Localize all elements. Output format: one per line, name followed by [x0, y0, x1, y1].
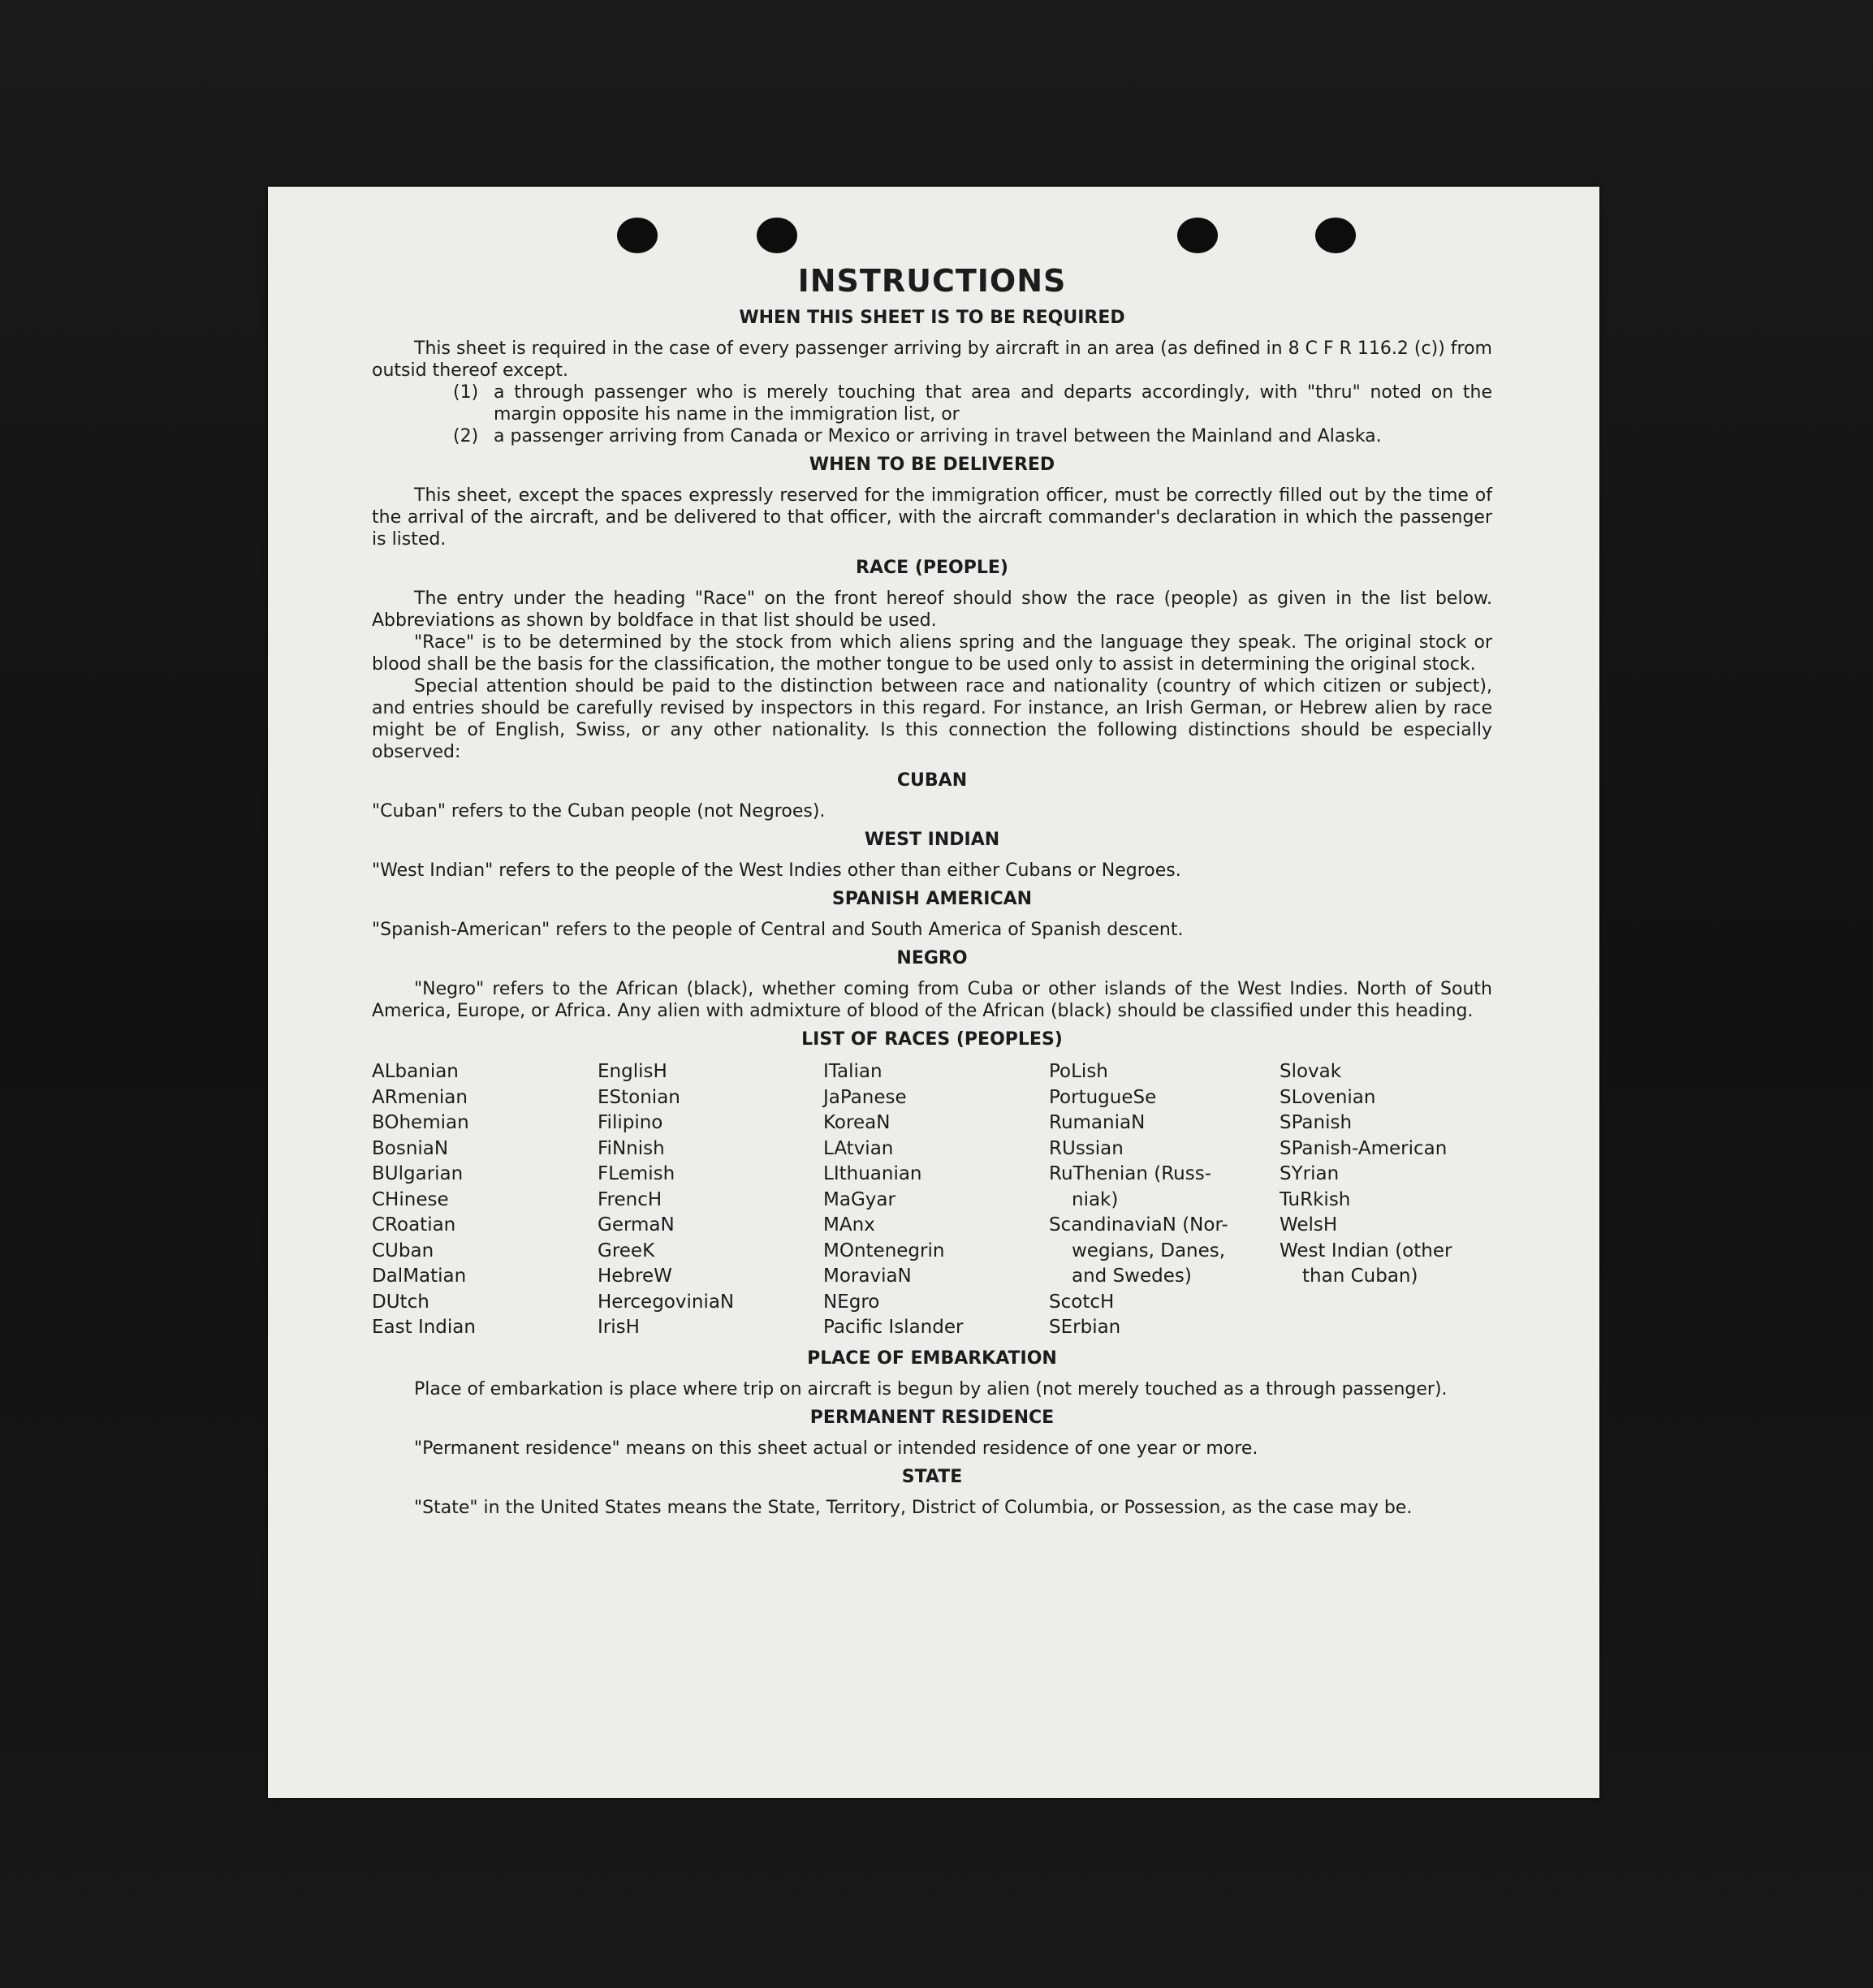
heading-when-required: WHEN THIS SHEET IS TO BE REQUIRED — [739, 308, 1125, 328]
race-entry: FrencH — [598, 1188, 662, 1210]
race-entry: LAtvian — [823, 1137, 894, 1159]
race-entry: RUssian — [1049, 1137, 1124, 1159]
exception-item — [453, 425, 1492, 447]
race-entry: MAnx — [823, 1214, 875, 1235]
race-entry: BosniaN — [372, 1137, 449, 1159]
race-entry: HebreW — [598, 1266, 672, 1287]
race-column — [823, 1059, 1049, 1341]
race-entry: RumaniaN — [1049, 1112, 1146, 1133]
race-entry: CRoatian — [372, 1214, 456, 1235]
race-entry: DUtch — [372, 1291, 429, 1313]
race-entry: BUlgarian — [372, 1163, 464, 1184]
race-entry: GreeK — [598, 1240, 655, 1261]
race-entry: SPanish — [1280, 1112, 1353, 1133]
race-entry: ScotcH — [1049, 1291, 1115, 1313]
punch-hole — [1177, 218, 1218, 253]
race-entry: West Indian (other — [1280, 1240, 1452, 1261]
race-entry: FLemish — [598, 1163, 675, 1184]
race-entry: SLovenian — [1280, 1086, 1376, 1108]
spanish-american-text: "Spanish-American" refers to the people of Central and South America of Spanish descent. — [372, 920, 1184, 940]
exception-item — [453, 382, 1492, 425]
punch-hole — [617, 218, 658, 253]
race-entry: DalMatian — [372, 1266, 467, 1287]
race-entry: ITalian — [823, 1061, 883, 1082]
negro-text: "Negro" refers to the African (black), whether coming from Cuba or other islands of the West Indies. North of South America, Europe, or Africa. Any alien with admixture of blood of the African (black) should be classified under this heading. — [372, 979, 1492, 1021]
race-entry: wegians, Danes, — [1072, 1240, 1226, 1261]
page-title: INSTRUCTIONS — [797, 263, 1067, 299]
race-entry: Pacific Islander — [823, 1317, 964, 1338]
punch-hole — [1315, 218, 1356, 253]
race-entry: FiNnish — [598, 1137, 665, 1159]
punch-hole — [757, 218, 797, 253]
race-entry: CUban — [372, 1240, 434, 1261]
west-indian-text: "West Indian" refers to the people of the West Indies other than either Cubans or Negroes. — [372, 860, 1181, 881]
heading-state: STATE — [901, 1466, 963, 1487]
race-entry: RuThenian (Russ- — [1049, 1163, 1212, 1184]
race-entry: and Swedes) — [1072, 1266, 1192, 1287]
race-entry: MOntenegrin — [823, 1240, 945, 1261]
race-paragraph: Special attention should be paid to the distinction between race and nationality (country of which citizen or subject), and entries should be carefully revised by inspectors in this regard. For instance, an Irish German, or Hebrew alien by race might be of English, Swiss, or any other nationality. Is this connection the following distinctions should be especially observed: — [372, 676, 1492, 762]
exception-text: a through passenger who is merely touching that area and departs accordingly, with "thru" noted on the margin opposite his name in the immigration list, or — [494, 382, 1492, 425]
race-entry: MoraviaN — [823, 1266, 912, 1287]
race-entry: Filipino — [598, 1112, 663, 1133]
race-column — [1280, 1059, 1492, 1341]
race-column — [372, 1059, 598, 1341]
heading-west-indian: WEST INDIAN — [864, 830, 1000, 850]
race-entry: SErbian — [1049, 1317, 1121, 1338]
exception-text: a passenger arriving from Canada or Mexico or arriving in travel between the Mainland and Alaska. — [494, 426, 1382, 446]
race-entry: than Cuban) — [1302, 1266, 1418, 1287]
race-paragraph: The entry under the heading "Race" on the front hereof should show the race (people) as given in the list below. Abbreviations as shown by boldface in that list should be used. — [372, 589, 1492, 631]
race-list — [372, 1059, 1492, 1341]
race-entry: GermaN — [598, 1214, 675, 1235]
exception-number: (1) — [453, 382, 479, 403]
embarkation-text: Place of embarkation is place where trip on aircraft is begun by alien (not merely touched as a through passenger). — [414, 1378, 1448, 1399]
heading-list-of-races: LIST OF RACES (PEOPLES) — [801, 1029, 1063, 1050]
race-entry: PortugueSe — [1049, 1086, 1157, 1108]
race-entry: ALbanian — [372, 1061, 459, 1082]
instruction-sheet — [268, 187, 1599, 1798]
race-entry: East Indian — [372, 1317, 476, 1338]
race-column — [598, 1059, 823, 1341]
race-entry: MaGyar — [823, 1188, 896, 1210]
race-entry: IrisH — [598, 1317, 640, 1338]
state-text: "State" in the United States means the State, Territory, District of Columbia, or Possession, as the case may be. — [414, 1497, 1413, 1518]
cuban-text: "Cuban" refers to the Cuban people (not Negroes). — [372, 801, 826, 822]
race-entry: Slovak — [1280, 1061, 1342, 1082]
race-entry: TuRkish — [1280, 1188, 1351, 1210]
race-entry: PoLish — [1049, 1061, 1108, 1082]
heading-negro: NEGRO — [896, 948, 968, 968]
race-entry: HercegoviniaN — [598, 1291, 735, 1313]
race-entry: EnglisH — [598, 1061, 667, 1082]
heading-when-delivered: WHEN TO BE DELIVERED — [809, 455, 1055, 475]
race-entry: JaPanese — [823, 1086, 907, 1108]
exception-number: (2) — [453, 426, 479, 446]
heading-race: RACE (PEOPLE) — [856, 558, 1008, 578]
heading-permanent-residence: PERMANENT RESIDENCE — [809, 1407, 1055, 1428]
race-entry: niak) — [1072, 1188, 1119, 1210]
race-entry: LIthuanian — [823, 1163, 922, 1184]
race-paragraph: "Race" is to be determined by the stock from which aliens spring and the language they speak. The original stock or blood shall be the basis for the classification, the mother tongue to be used only to assist in determining the original stock. — [372, 632, 1492, 675]
heading-embarkation: PLACE OF EMBARKATION — [807, 1348, 1057, 1369]
race-entry: ARmenian — [372, 1086, 468, 1108]
permanent-residence-text: "Permanent residence" means on this sheet actual or intended residence of one year or more. — [414, 1438, 1258, 1459]
race-entry: KoreaN — [823, 1112, 891, 1133]
heading-cuban: CUBAN — [896, 770, 968, 791]
race-entry: SYrian — [1280, 1163, 1340, 1184]
race-entry: CHinese — [372, 1188, 449, 1210]
when-delivered-text: This sheet, except the spaces expressly reserved for the immigration officer, must be correctly filled out by the time of the arrival of the aircraft, and be delivered to that officer, with the aircraft commander's declaration in which the passenger is listed. — [372, 485, 1492, 550]
race-entry: NEgro — [823, 1291, 880, 1313]
race-entry: ScandinaviaN (Nor- — [1049, 1214, 1228, 1235]
race-entry: BOhemian — [372, 1112, 469, 1133]
sheet-content — [372, 261, 1492, 1519]
race-entry: EStonian — [598, 1086, 680, 1108]
race-entry: SPanish-American — [1280, 1137, 1448, 1159]
heading-spanish-american: SPANISH AMERICAN — [831, 889, 1033, 909]
race-entry: WelsH — [1280, 1214, 1338, 1235]
race-column — [1049, 1059, 1280, 1341]
when-required-intro: This sheet is required in the case of every passenger arriving by aircraft in an area (as defined in 8 C F R 116.2 (c)) from outsid thereof except. — [372, 339, 1492, 381]
